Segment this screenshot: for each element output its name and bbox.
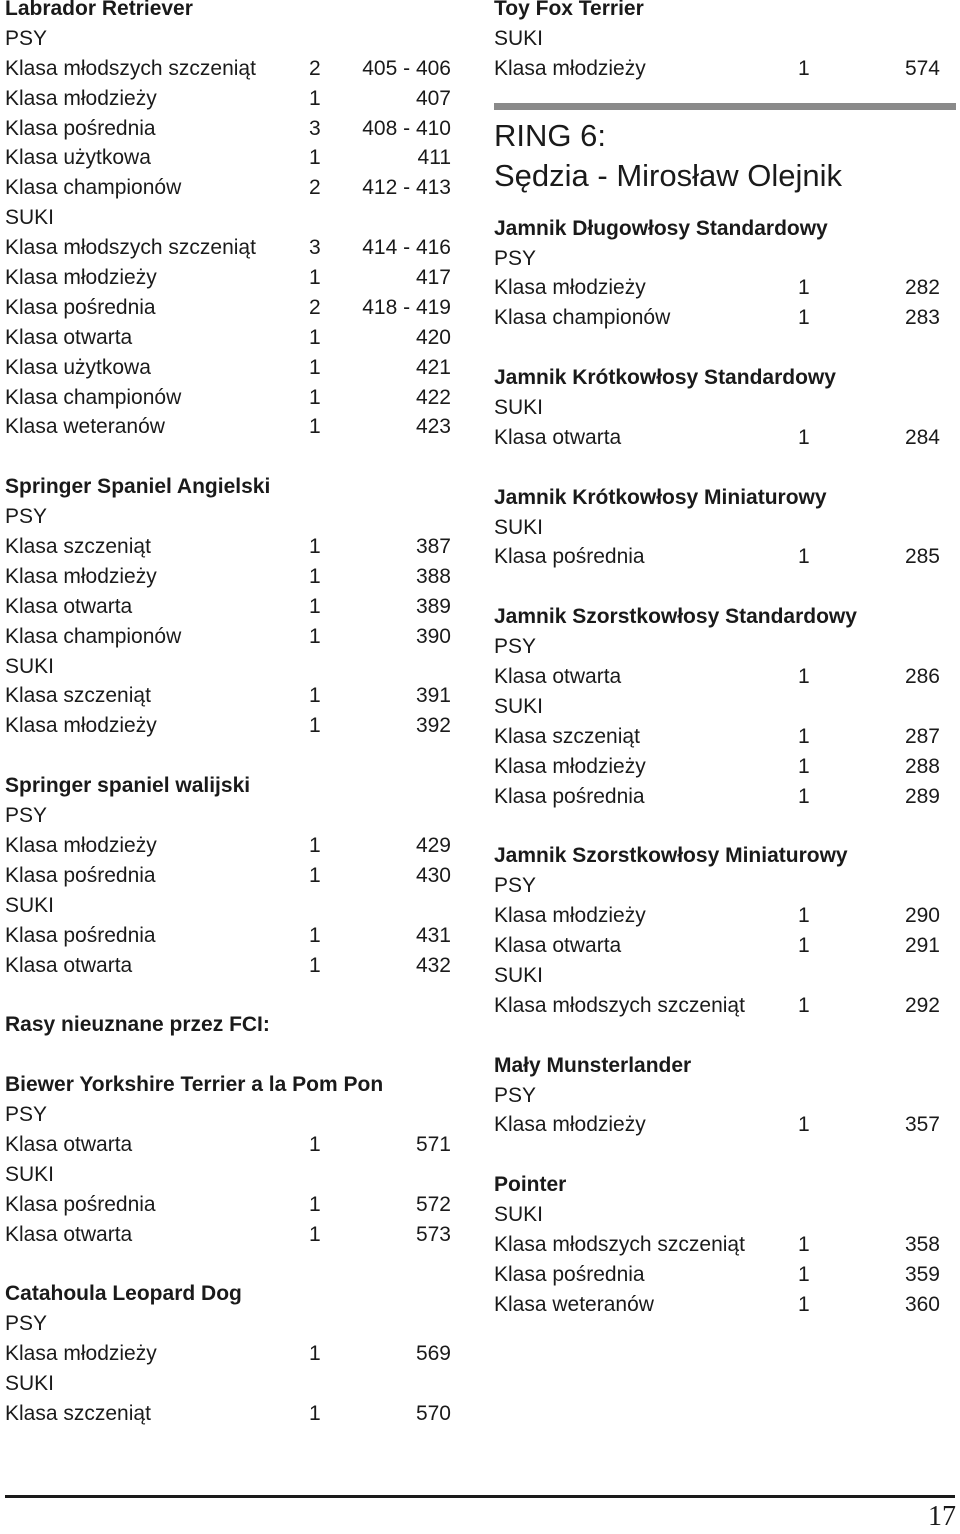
class-name: Klasa szczeniąt — [5, 1401, 151, 1425]
class-row — [5, 1130, 451, 1160]
catalog-numbers: 287 — [904, 724, 940, 748]
class-row — [494, 1110, 940, 1140]
class-name: Klasa młodzieży — [5, 714, 157, 738]
right-column-bottom — [494, 214, 940, 1320]
breed-heading: Springer Spaniel Angielski — [5, 475, 271, 499]
sex-label: PSY — [5, 26, 48, 50]
entry-count: 3 — [309, 116, 321, 140]
ring-divider — [494, 103, 956, 110]
class-name: Klasa młodzieży — [5, 564, 157, 588]
class-row — [5, 353, 451, 383]
entry-count: 1 — [309, 1192, 321, 1216]
class-row — [5, 114, 451, 144]
entry-count: 1 — [798, 276, 810, 300]
class-name: Klasa pośrednia — [5, 295, 156, 319]
entry-count: 1 — [798, 306, 810, 330]
catalog-numbers: 423 — [415, 415, 451, 439]
left-column — [5, 0, 451, 1429]
class-name: Klasa championów — [5, 176, 182, 200]
class-name: Klasa młodzieży — [494, 1113, 646, 1137]
class-row — [5, 951, 451, 981]
catalog-numbers: 390 — [415, 624, 451, 648]
entry-count: 1 — [798, 1113, 810, 1137]
class-row — [5, 263, 451, 293]
entry-count: 2 — [309, 56, 321, 80]
breed-heading: Toy Fox Terrier — [494, 0, 644, 20]
catalog-numbers: 284 — [904, 425, 940, 449]
entry-count: 1 — [798, 545, 810, 569]
ring-title: RING 6: — [494, 117, 606, 153]
spacer — [5, 442, 451, 472]
class-name: Klasa młodzieży — [494, 904, 646, 928]
entry-count: 1 — [309, 923, 321, 947]
catalog-numbers: 388 — [415, 564, 451, 588]
sex-label: SUKI — [5, 893, 55, 917]
class-name: Klasa weteranów — [5, 415, 165, 439]
catalog-numbers: 360 — [904, 1292, 940, 1316]
class-name: Klasa młodszych szczeniąt — [494, 1232, 745, 1256]
breed-heading: Springer spaniel walijski — [5, 774, 251, 798]
catalog-numbers: 292 — [904, 993, 940, 1017]
class-row — [5, 921, 451, 951]
catalog-numbers: 357 — [904, 1113, 940, 1137]
entry-count: 1 — [309, 1342, 321, 1366]
breed-heading: Biewer Yorkshire Terrier a la Pom Pon — [5, 1073, 384, 1097]
sex-label: PSY — [494, 246, 537, 270]
sex-label: SUKI — [494, 396, 544, 420]
class-row — [494, 752, 940, 782]
entry-count: 1 — [309, 355, 321, 379]
class-row — [494, 303, 940, 333]
sex-label: PSY — [5, 1102, 48, 1126]
class-row — [494, 722, 940, 752]
catalog-numbers: 285 — [904, 545, 940, 569]
entry-count: 1 — [798, 665, 810, 689]
breed-heading: Catahoula Leopard Dog — [5, 1282, 242, 1306]
entry-count: 1 — [798, 724, 810, 748]
spacer — [494, 333, 940, 363]
sex-label: SUKI — [494, 515, 544, 539]
catalog-numbers: 358 — [904, 1232, 940, 1256]
catalog-numbers: 414 - 416 — [362, 236, 451, 260]
spacer — [494, 811, 940, 841]
entry-count: 1 — [309, 415, 321, 439]
sex-label: PSY — [494, 874, 537, 898]
catalog-numbers: 407 — [415, 86, 451, 110]
breed-heading: Pointer — [494, 1173, 567, 1197]
class-name: Klasa młodzieży — [494, 754, 646, 778]
catalog-numbers: 574 — [904, 56, 940, 80]
class-row — [5, 1220, 451, 1250]
class-row — [494, 991, 940, 1021]
breed-heading: Jamnik Długowłosy Standardowy — [494, 216, 828, 240]
class-name: Klasa championów — [5, 624, 182, 648]
catalog-numbers: 411 — [417, 146, 451, 170]
breed-heading: Jamnik Krótkowłosy Standardowy — [494, 366, 836, 390]
catalog-numbers: 412 - 413 — [362, 176, 451, 200]
entry-count: 1 — [309, 325, 321, 349]
class-name: Klasa otwarta — [5, 325, 133, 349]
ring-judge: Sędzia - Mirosław Olejnik — [494, 157, 842, 193]
class-row — [5, 84, 451, 114]
breed-heading: Labrador Retriever — [5, 0, 193, 20]
class-row — [5, 233, 451, 263]
class-name: Klasa młodszych szczeniąt — [494, 993, 745, 1017]
right-column-top — [494, 0, 940, 84]
catalog-numbers: 417 — [415, 266, 451, 290]
class-name: Klasa otwarta — [5, 594, 133, 618]
page-number: 17 — [928, 1501, 956, 1532]
class-row — [5, 173, 451, 203]
class-row — [494, 782, 940, 812]
class-row — [5, 293, 451, 323]
catalog-numbers: 432 — [415, 953, 451, 977]
class-row — [5, 383, 451, 413]
entry-count: 1 — [798, 934, 810, 958]
spacer — [5, 980, 451, 1010]
class-row — [5, 711, 451, 741]
catalog-numbers: 421 — [415, 355, 451, 379]
catalog-numbers: 392 — [415, 714, 451, 738]
entry-count: 1 — [309, 624, 321, 648]
catalog-numbers: 405 - 406 — [362, 56, 451, 80]
entry-count: 1 — [309, 833, 321, 857]
catalog-numbers: 286 — [904, 665, 940, 689]
class-name: Klasa młodzieży — [5, 833, 157, 857]
sex-label: PSY — [494, 1083, 537, 1107]
entry-count: 1 — [798, 784, 810, 808]
catalog-numbers: 573 — [415, 1222, 451, 1246]
class-name: Klasa otwarta — [494, 425, 622, 449]
class-name: Klasa szczeniąt — [5, 684, 151, 708]
class-name: Klasa młodszych szczeniąt — [5, 56, 256, 80]
catalog-numbers: 569 — [415, 1342, 451, 1366]
entry-count: 1 — [309, 1401, 321, 1425]
entry-count: 2 — [309, 176, 321, 200]
catalog-numbers: 387 — [415, 535, 451, 559]
class-name: Klasa pośrednia — [494, 545, 645, 569]
class-row — [5, 1399, 451, 1429]
class-name: Klasa młodszych szczeniąt — [5, 236, 256, 260]
entry-count: 1 — [309, 146, 321, 170]
class-name: Klasa młodzieży — [5, 86, 157, 110]
entry-count: 1 — [798, 1262, 810, 1286]
spacer — [494, 572, 940, 602]
catalog-numbers: 571 — [415, 1132, 451, 1156]
class-row — [5, 532, 451, 562]
class-row — [5, 831, 451, 861]
entry-count: 1 — [309, 684, 321, 708]
entry-count: 1 — [798, 1232, 810, 1256]
spacer — [494, 1021, 940, 1051]
entry-count: 1 — [309, 564, 321, 588]
class-row — [494, 931, 940, 961]
catalog-numbers: 288 — [904, 754, 940, 778]
catalog-numbers: 431 — [415, 923, 451, 947]
class-row — [5, 1339, 451, 1369]
entry-count: 1 — [309, 953, 321, 977]
sex-label: SUKI — [494, 963, 544, 987]
breed-heading: Jamnik Szorstkowłosy Standardowy — [494, 605, 857, 629]
sex-label: SUKI — [494, 694, 544, 718]
catalog-numbers: 283 — [904, 306, 940, 330]
breed-heading: Jamnik Szorstkowłosy Miniaturowy — [494, 844, 848, 868]
sex-label: SUKI — [5, 1371, 55, 1395]
breed-heading: Mały Munsterlander — [494, 1053, 692, 1077]
entry-count: 3 — [309, 236, 321, 260]
entry-count: 1 — [309, 863, 321, 887]
class-row — [5, 143, 451, 173]
catalog-numbers: 282 — [904, 276, 940, 300]
entry-count: 1 — [309, 266, 321, 290]
catalog-numbers: 570 — [415, 1401, 451, 1425]
entry-count: 1 — [309, 714, 321, 738]
sex-label: PSY — [5, 804, 48, 828]
class-name: Klasa otwarta — [494, 934, 622, 958]
class-name: Klasa weteranów — [494, 1292, 654, 1316]
class-name: Klasa otwarta — [5, 1222, 133, 1246]
class-name: Klasa championów — [5, 385, 182, 409]
class-row — [5, 412, 451, 442]
class-name: Klasa użytkowa — [5, 146, 151, 170]
class-name: Klasa użytkowa — [5, 355, 151, 379]
entry-count: 1 — [309, 1132, 321, 1156]
entry-count: 1 — [309, 594, 321, 618]
class-row — [494, 1290, 940, 1320]
sex-label: SUKI — [494, 1203, 544, 1227]
class-row — [5, 323, 451, 353]
entry-count: 1 — [309, 86, 321, 110]
sex-label: SUKI — [5, 1162, 55, 1186]
sex-label: SUKI — [5, 206, 55, 230]
class-name: Klasa pośrednia — [494, 784, 645, 808]
class-row — [494, 423, 940, 453]
entry-count: 1 — [309, 1222, 321, 1246]
class-row — [494, 542, 940, 572]
entry-count: 1 — [798, 754, 810, 778]
class-row — [494, 54, 940, 84]
class-row — [5, 1190, 451, 1220]
breed-heading: Rasy nieuznane przez FCI: — [5, 1013, 270, 1037]
class-row — [5, 681, 451, 711]
class-row — [494, 1260, 940, 1290]
catalog-numbers: 429 — [415, 833, 451, 857]
entry-count: 2 — [309, 295, 321, 319]
entry-count: 1 — [798, 1292, 810, 1316]
class-name: Klasa otwarta — [494, 665, 622, 689]
class-name: Klasa otwarta — [5, 953, 133, 977]
sex-label: SUKI — [494, 26, 544, 50]
catalog-numbers: 289 — [904, 784, 940, 808]
spacer — [5, 1040, 451, 1070]
class-name: Klasa championów — [494, 306, 671, 330]
catalog-numbers: 408 - 410 — [362, 116, 451, 140]
class-name: Klasa otwarta — [5, 1132, 133, 1156]
catalog-numbers: 359 — [904, 1262, 940, 1286]
catalog-numbers: 391 — [415, 684, 451, 708]
breed-heading: Jamnik Krótkowłosy Miniaturowy — [494, 485, 827, 509]
sex-label: PSY — [5, 505, 48, 529]
class-row — [494, 901, 940, 931]
entry-count: 1 — [798, 56, 810, 80]
spacer — [5, 1249, 451, 1279]
class-name: Klasa młodzieży — [494, 56, 646, 80]
class-name: Klasa pośrednia — [5, 116, 156, 140]
catalog-numbers: 290 — [904, 904, 940, 928]
sex-label: PSY — [494, 635, 537, 659]
entry-count: 1 — [798, 904, 810, 928]
right-column — [494, 0, 940, 1320]
class-row — [494, 1230, 940, 1260]
class-row — [494, 662, 940, 692]
class-name: Klasa szczeniąt — [5, 535, 151, 559]
catalog-numbers: 430 — [415, 863, 451, 887]
class-name: Klasa młodzieży — [5, 1342, 157, 1366]
footer-rule — [5, 1495, 955, 1498]
class-name: Klasa pośrednia — [5, 863, 156, 887]
class-name: Klasa pośrednia — [5, 1192, 156, 1216]
class-row — [494, 273, 940, 303]
class-name: Klasa młodzieży — [5, 266, 157, 290]
catalog-numbers: 572 — [415, 1192, 451, 1216]
catalog-numbers: 389 — [415, 594, 451, 618]
class-row — [5, 592, 451, 622]
class-row — [5, 861, 451, 891]
catalog-numbers: 291 — [904, 934, 940, 958]
entry-count: 1 — [798, 993, 810, 1017]
class-row — [5, 622, 451, 652]
spacer — [494, 453, 940, 483]
entry-count: 1 — [798, 425, 810, 449]
sex-label: PSY — [5, 1312, 48, 1336]
class-name: Klasa pośrednia — [5, 923, 156, 947]
sex-label: SUKI — [5, 654, 55, 678]
catalog-numbers: 422 — [415, 385, 451, 409]
class-row — [5, 562, 451, 592]
class-row — [5, 54, 451, 84]
class-name: Klasa szczeniąt — [494, 724, 640, 748]
catalog-numbers: 418 - 419 — [362, 295, 451, 319]
entry-count: 1 — [309, 535, 321, 559]
entry-count: 1 — [309, 385, 321, 409]
class-name: Klasa młodzieży — [494, 276, 646, 300]
spacer — [494, 1140, 940, 1170]
spacer — [5, 741, 451, 771]
class-name: Klasa pośrednia — [494, 1262, 645, 1286]
catalog-numbers: 420 — [415, 325, 451, 349]
